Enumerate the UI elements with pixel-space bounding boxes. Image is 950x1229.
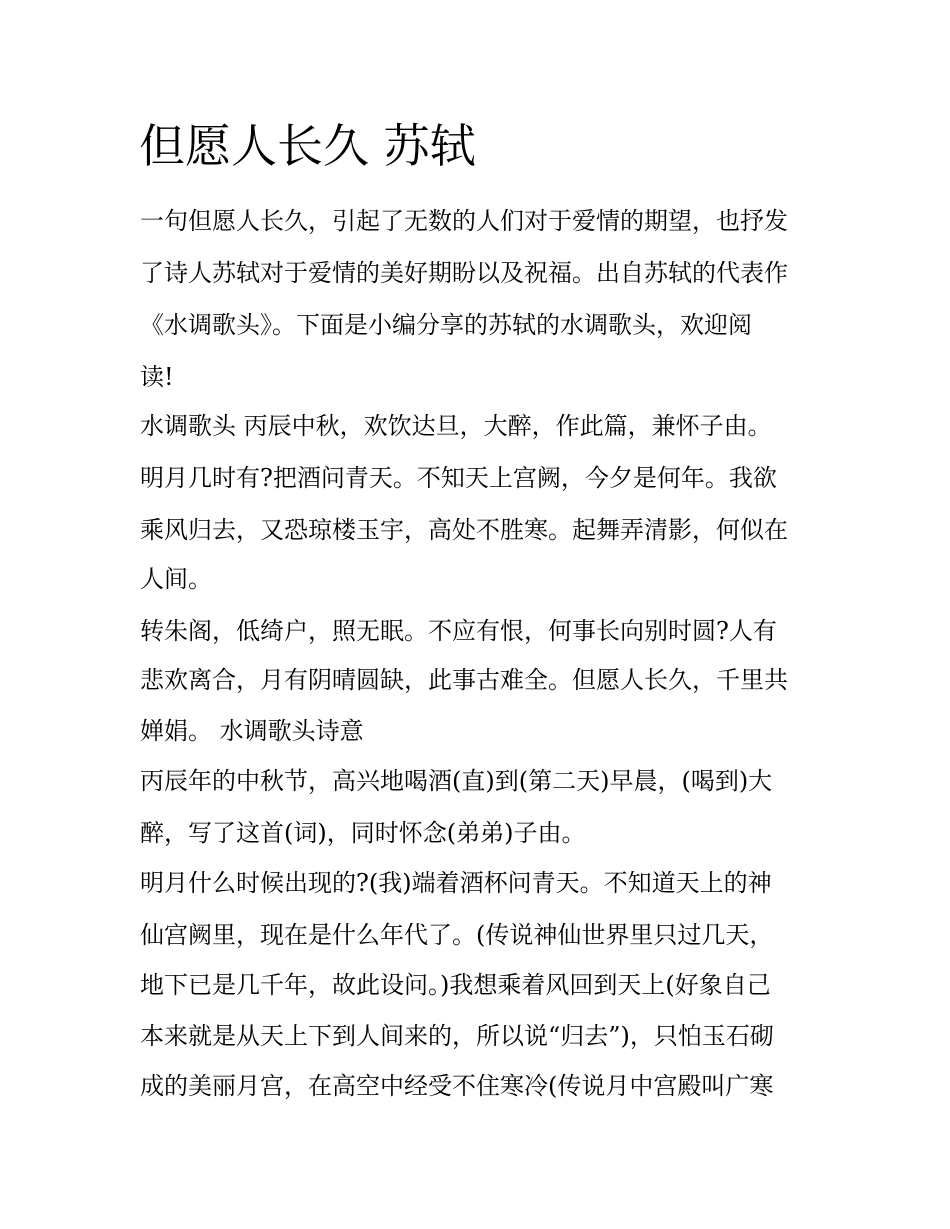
text-line: 明月几时有?把酒问青天。不知天上宫阙，今夕是何年。我欲	[140, 464, 777, 492]
text-line: 水调歌头 丙辰中秋，欢饮达旦，大醉，作此篇，兼怀子由。	[140, 412, 772, 440]
text-line: 醉，写了这首(词)，同时怀念(弟弟)子由。	[140, 819, 586, 847]
text-line: 明月什么时候出现的?(我)端着酒杯问青天。不知道天上的神	[140, 869, 772, 897]
text-line: 人间。	[140, 565, 212, 593]
text-line: 了诗人苏轼对于爱情的美好期盼以及祝福。出自苏轼的代表作	[140, 259, 788, 287]
text-line: 转朱阁，低绮户，照无眠。不应有恨，何事长向别时圆?人有	[140, 617, 777, 645]
text-line: 本来就是从天上下到人间来的，所以说“归去”)，只怕玉石砌	[140, 1022, 774, 1050]
text-line: 成的美丽月宫，在高空中经受不住寒冷(传说月中宫殿叫广寒	[140, 1072, 774, 1100]
text-line: 一句但愿人长久，引起了无数的人们对于爱情的期望，也抒发	[140, 207, 788, 235]
text-line: 丙辰年的中秋节，高兴地喝酒(直)到(第二天)早晨，(喝到)大	[140, 767, 773, 795]
text-line: 地下已是几千年，故此设问。)我想乘着风回到天上(好象自己	[140, 971, 771, 999]
text-line: 婵娟。 水调歌头诗意	[140, 717, 364, 745]
text-line: 仙宫阙里，现在是什么年代了。(传说神仙世界里只过几天，	[140, 921, 774, 949]
text-line: 读!	[140, 363, 174, 391]
document-title: 但愿人长久 苏轼	[139, 119, 476, 173]
text-line: 乘风归去，又恐琼楼玉宇，高处不胜寒。起舞弄清影，何似在	[140, 516, 788, 544]
text-line: 悲欢离合，月有阴晴圆缺，此事古难全。但愿人长久，千里共	[140, 666, 788, 694]
text-line: 《水调歌头》。下面是小编分享的苏轼的水调歌头，欢迎阅	[140, 311, 752, 339]
